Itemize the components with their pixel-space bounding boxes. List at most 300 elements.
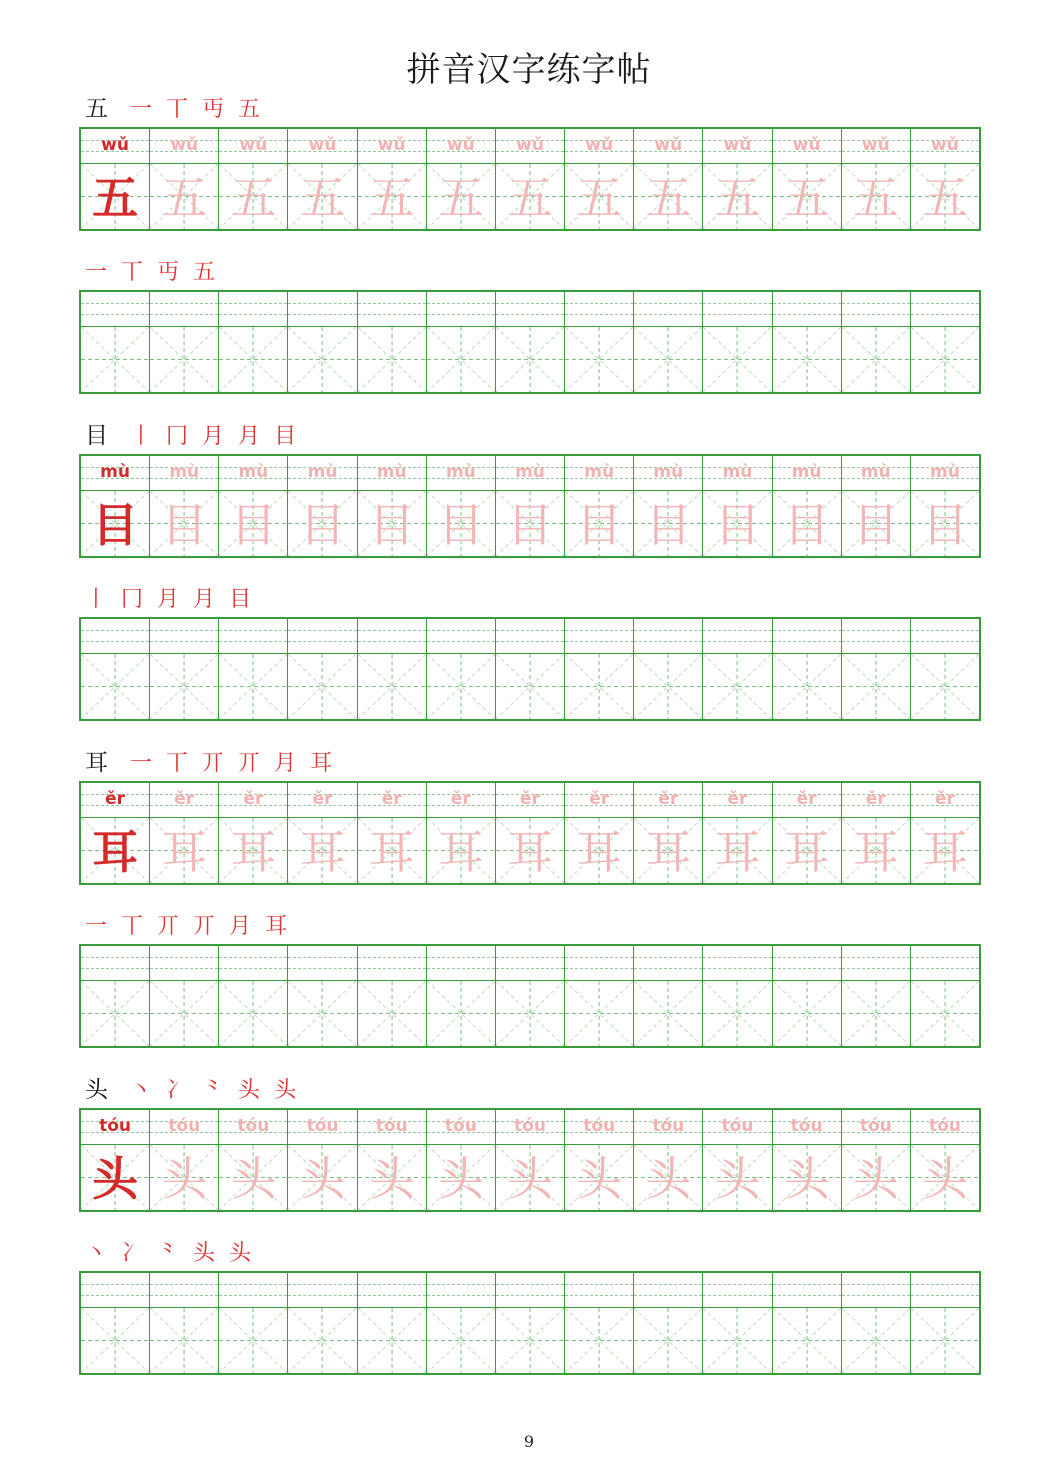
pinyin-trace: tóu — [444, 1116, 477, 1136]
character-box — [565, 1145, 633, 1210]
tracing-cell[interactable] — [565, 129, 634, 229]
trace-character: 五 — [299, 171, 346, 225]
practice-grid — [79, 617, 981, 721]
pinyin-trace: tóu — [514, 1116, 546, 1136]
tian-grid-guides — [219, 327, 287, 392]
stroke-step-glyph: 目 — [229, 587, 252, 612]
tracing-cell[interactable] — [358, 129, 427, 229]
stroke-step — [157, 909, 179, 940]
practice-cell[interactable] — [842, 292, 911, 392]
character-box — [288, 164, 356, 229]
pinyin-band — [634, 783, 702, 818]
tracing-cell[interactable] — [427, 129, 496, 229]
practice-cell[interactable] — [427, 292, 496, 392]
tracing-cell[interactable] — [496, 456, 565, 556]
pinyin-band — [634, 292, 702, 327]
practice-grid — [79, 290, 981, 394]
tian-grid-guides — [911, 981, 979, 1046]
tracing-cell[interactable] — [288, 129, 357, 229]
pinyin-band — [703, 946, 771, 981]
practice-cell[interactable] — [219, 946, 288, 1046]
practice-cell[interactable] — [496, 292, 565, 392]
tian-grid-guides — [565, 654, 633, 719]
tian-grid-guides — [773, 327, 841, 392]
pinyin-band — [427, 1273, 495, 1308]
practice-cell[interactable] — [565, 946, 634, 1046]
pinyin-band — [496, 129, 564, 164]
practice-cell[interactable] — [358, 946, 427, 1046]
stroke-step — [238, 746, 260, 777]
tracing-cell[interactable] — [773, 456, 842, 556]
character-box — [634, 1308, 702, 1373]
stroke-step — [229, 1236, 251, 1267]
practice-cell[interactable] — [288, 1273, 357, 1373]
tian-grid-guides — [911, 327, 979, 392]
stroke-step-glyph: 丶 — [130, 1078, 153, 1103]
trace-character: 耳 — [576, 825, 623, 879]
practice-cell[interactable] — [496, 946, 565, 1046]
practice-cell[interactable] — [634, 619, 703, 719]
stroke-step-glyph: 冂 — [166, 424, 189, 449]
practice-cell[interactable] — [773, 1273, 842, 1373]
character-box — [634, 818, 702, 883]
stroke-step — [274, 419, 296, 450]
tracing-cell[interactable] — [427, 1110, 496, 1210]
pinyin-band — [358, 946, 426, 981]
character-heading: 目 — [85, 423, 108, 449]
character-box — [288, 491, 356, 556]
pinyin-trace: mù — [169, 462, 200, 482]
character-box — [358, 981, 426, 1046]
practice-cell[interactable] — [842, 1273, 911, 1373]
character-box — [427, 818, 495, 883]
character-box — [496, 327, 564, 392]
tracing-cell[interactable] — [703, 1110, 772, 1210]
practice-cell[interactable] — [358, 619, 427, 719]
trace-character: 耳 — [783, 825, 830, 879]
pinyin-band — [288, 783, 356, 818]
pinyin-band — [81, 783, 149, 818]
pinyin-band — [773, 946, 841, 981]
stroke-step-glyph: 丏 — [157, 260, 180, 285]
tracing-cell[interactable] — [358, 456, 427, 556]
tracing-cell[interactable] — [150, 783, 219, 883]
stroke-step-glyph: 月 — [193, 587, 216, 612]
model-character: 目 — [92, 498, 139, 552]
stroke-step-glyph: 冂 — [121, 587, 144, 612]
pinyin-band — [496, 783, 564, 818]
tracing-cell[interactable] — [427, 783, 496, 883]
pinyin-band — [496, 292, 564, 327]
tian-grid-guides — [358, 1308, 426, 1373]
character-box — [358, 1145, 426, 1210]
tracing-cell[interactable] — [842, 129, 911, 229]
tracing-cell[interactable] — [842, 783, 911, 883]
stroke-order-row — [85, 1235, 265, 1267]
pinyin-band — [565, 456, 633, 491]
pinyin-band — [358, 456, 426, 491]
tian-grid-guides — [773, 981, 841, 1046]
tracing-grid — [79, 1108, 981, 1212]
tracing-cell[interactable] — [565, 456, 634, 556]
practice-cell[interactable] — [773, 292, 842, 392]
pinyin-band — [496, 946, 564, 981]
character-box — [565, 491, 633, 556]
tracing-cell[interactable] — [358, 1110, 427, 1210]
character-box — [773, 327, 841, 392]
pinyin-band — [427, 456, 495, 491]
tracing-cell[interactable] — [773, 783, 842, 883]
pinyin-band — [634, 129, 702, 164]
pinyin-trace: wǔ — [170, 135, 199, 155]
pinyin-band — [773, 1273, 841, 1308]
stroke-step — [202, 746, 224, 777]
pinyin-trace: mù — [376, 462, 407, 482]
trace-character: 头 — [368, 1152, 415, 1206]
character-box — [496, 1145, 564, 1210]
practice-cell[interactable] — [288, 946, 357, 1046]
tracing-cell[interactable] — [634, 129, 703, 229]
character-box — [634, 654, 702, 719]
practice-cell[interactable] — [288, 619, 357, 719]
practice-cell[interactable] — [565, 1273, 634, 1373]
stroke-step — [85, 255, 107, 286]
character-box — [81, 654, 149, 719]
stroke-step — [166, 92, 188, 123]
stroke-step-glyph: 五 — [238, 97, 261, 122]
practice-cell[interactable] — [81, 619, 150, 719]
practice-cell[interactable] — [219, 619, 288, 719]
pinyin-trace: mù — [307, 462, 338, 482]
tracing-cell[interactable] — [911, 129, 979, 229]
tracing-cell[interactable] — [911, 1110, 979, 1210]
stroke-step-glyph: 丏 — [202, 97, 225, 122]
tracing-cell[interactable] — [81, 129, 150, 229]
stroke-step — [202, 1073, 224, 1104]
pinyin-trace: wǔ — [239, 135, 268, 155]
pinyin-trace: wǔ — [308, 135, 337, 155]
pinyin-band — [773, 619, 841, 654]
character-box — [634, 981, 702, 1046]
tracing-cell[interactable] — [427, 456, 496, 556]
practice-cell[interactable] — [358, 292, 427, 392]
pinyin-trace: ěr — [450, 789, 471, 809]
pinyin-trace: mù — [930, 462, 960, 482]
tracing-cell[interactable] — [703, 783, 772, 883]
tracing-cell[interactable] — [358, 783, 427, 883]
pinyin-band — [219, 783, 287, 818]
tracing-cell[interactable] — [219, 129, 288, 229]
tracing-cell[interactable] — [773, 129, 842, 229]
character-box — [150, 327, 218, 392]
character-box — [427, 981, 495, 1046]
practice-cell[interactable] — [634, 946, 703, 1046]
pinyin-trace: mù — [445, 462, 476, 482]
tracing-cell[interactable] — [288, 783, 357, 883]
character-box — [81, 818, 149, 883]
character-box — [358, 1308, 426, 1373]
tracing-cell[interactable] — [496, 783, 565, 883]
character-box — [288, 818, 356, 883]
pinyin-trace: mù — [238, 462, 269, 482]
character-box — [81, 1145, 149, 1210]
character-box — [773, 981, 841, 1046]
pinyin-band — [288, 1273, 356, 1308]
pinyin-trace: mù — [653, 462, 684, 482]
stroke-step-glyph: ⺀ — [157, 1241, 180, 1266]
tracing-cell[interactable] — [81, 1110, 150, 1210]
pinyin-trace: tóu — [583, 1116, 616, 1136]
tian-grid-guides — [842, 654, 910, 719]
tracing-cell[interactable] — [219, 783, 288, 883]
character-box — [773, 164, 841, 229]
character-box — [150, 981, 218, 1046]
stroke-order-row — [85, 908, 301, 940]
pinyin-band — [150, 946, 218, 981]
character-box — [219, 327, 287, 392]
stroke-step — [202, 92, 224, 123]
stroke-step-glyph: 丌 — [238, 751, 261, 776]
practice-cell[interactable] — [703, 946, 772, 1046]
pinyin-band — [565, 292, 633, 327]
tracing-cell[interactable] — [81, 783, 150, 883]
stroke-step-glyph: 丅 — [121, 914, 144, 939]
stroke-step-glyph: 丶 — [85, 1241, 108, 1266]
stroke-step-glyph: 丌 — [157, 914, 180, 939]
pinyin-band — [634, 456, 702, 491]
tian-grid-guides — [911, 654, 979, 719]
trace-character: 耳 — [368, 825, 415, 879]
pinyin-band — [911, 1110, 979, 1145]
pinyin-band — [634, 1273, 702, 1308]
practice-cell[interactable] — [81, 1273, 150, 1373]
model-character: 五 — [92, 171, 139, 225]
practice-cell[interactable] — [81, 292, 150, 392]
character-box — [703, 1308, 771, 1373]
stroke-step-glyph: 耳 — [265, 914, 288, 939]
trace-character: 目 — [852, 498, 899, 552]
pinyin-band — [911, 783, 979, 818]
character-box — [565, 327, 633, 392]
pinyin-trace: ěr — [934, 789, 955, 809]
pinyin-trace: ěr — [243, 789, 264, 809]
character-box — [150, 654, 218, 719]
practice-cell[interactable] — [773, 619, 842, 719]
tracing-cell[interactable] — [150, 1110, 219, 1210]
pinyin-band — [81, 456, 149, 491]
pinyin-trace: ěr — [174, 789, 195, 809]
tian-grid-guides — [565, 327, 633, 392]
pinyin-band — [565, 946, 633, 981]
practice-cell[interactable] — [565, 619, 634, 719]
pinyin-model: mù — [100, 462, 130, 482]
tracing-cell[interactable] — [842, 1110, 911, 1210]
practice-cell[interactable] — [911, 619, 979, 719]
pinyin-band — [288, 946, 356, 981]
tian-grid-guides — [358, 327, 426, 392]
stroke-step — [229, 909, 251, 940]
tracing-cell[interactable] — [634, 456, 703, 556]
tian-grid-guides — [565, 1308, 633, 1373]
character-box — [150, 491, 218, 556]
trace-character: 头 — [230, 1152, 277, 1206]
tian-grid-guides — [150, 1308, 218, 1373]
practice-cell[interactable] — [81, 946, 150, 1046]
practice-cell[interactable] — [565, 292, 634, 392]
practice-cell[interactable] — [219, 1273, 288, 1373]
stroke-step-glyph: 月 — [274, 751, 297, 776]
tian-grid-guides — [496, 327, 564, 392]
practice-cell[interactable] — [496, 1273, 565, 1373]
tracing-cell[interactable] — [81, 456, 150, 556]
tracing-cell[interactable] — [219, 456, 288, 556]
practice-cell[interactable] — [427, 946, 496, 1046]
character-box — [911, 1145, 979, 1210]
pinyin-trace: tóu — [859, 1116, 892, 1136]
stroke-step-glyph: 丅 — [166, 751, 189, 776]
practice-cell[interactable] — [358, 1273, 427, 1373]
practice-cell[interactable] — [911, 1273, 979, 1373]
stroke-step — [274, 746, 296, 777]
stroke-step-glyph: 冫 — [121, 1241, 144, 1266]
tracing-cell[interactable] — [565, 783, 634, 883]
practice-cell[interactable] — [703, 619, 772, 719]
practice-cell[interactable] — [150, 292, 219, 392]
character-box — [358, 327, 426, 392]
tracing-cell[interactable] — [150, 129, 219, 229]
tracing-cell[interactable] — [219, 1110, 288, 1210]
character-box — [842, 981, 910, 1046]
tracing-cell[interactable] — [496, 129, 565, 229]
tian-grid-guides — [703, 654, 771, 719]
tracing-cell[interactable] — [703, 129, 772, 229]
trace-character: 五 — [368, 171, 415, 225]
practice-cell[interactable] — [150, 619, 219, 719]
practice-cell[interactable] — [703, 292, 772, 392]
tracing-cell[interactable] — [773, 1110, 842, 1210]
pinyin-trace: wǔ — [446, 135, 475, 155]
tracing-cell[interactable] — [842, 456, 911, 556]
tian-grid-guides — [150, 327, 218, 392]
character-box — [703, 1145, 771, 1210]
pinyin-band — [565, 1110, 633, 1145]
pinyin-trace: mù — [584, 462, 615, 482]
pinyin-band — [81, 292, 149, 327]
practice-cell[interactable] — [634, 292, 703, 392]
pinyin-trace: ěr — [520, 789, 540, 809]
model-character: 头 — [92, 1152, 139, 1206]
pinyin-band — [911, 456, 979, 491]
character-box — [219, 654, 287, 719]
practice-cell[interactable] — [150, 946, 219, 1046]
trace-character: 头 — [161, 1152, 208, 1206]
practice-cell[interactable] — [842, 946, 911, 1046]
pinyin-trace: ěr — [727, 789, 748, 809]
tracing-cell[interactable] — [565, 1110, 634, 1210]
stroke-step — [193, 1236, 215, 1267]
pinyin-model: wǔ — [101, 135, 129, 155]
tian-grid-guides — [427, 981, 495, 1046]
tracing-cell[interactable] — [703, 456, 772, 556]
stroke-step-glyph: ⺀ — [202, 1078, 225, 1103]
practice-cell[interactable] — [150, 1273, 219, 1373]
character-box — [565, 1308, 633, 1373]
stroke-step — [157, 1236, 179, 1267]
character-box — [496, 981, 564, 1046]
pinyin-band — [703, 292, 771, 327]
trace-character: 头 — [921, 1152, 968, 1206]
tracing-cell[interactable] — [911, 456, 979, 556]
trace-character: 头 — [576, 1152, 623, 1206]
trace-character: 耳 — [299, 825, 346, 879]
practice-cell[interactable] — [288, 292, 357, 392]
tracing-cell[interactable] — [288, 456, 357, 556]
stroke-step — [85, 909, 107, 940]
pinyin-band — [219, 292, 287, 327]
stroke-step — [130, 419, 152, 450]
trace-character: 五 — [921, 171, 968, 225]
tian-grid-guides — [358, 981, 426, 1046]
trace-character: 目 — [437, 498, 484, 552]
practice-cell[interactable] — [911, 292, 979, 392]
practice-cell[interactable] — [427, 1273, 496, 1373]
tracing-cell[interactable] — [911, 783, 979, 883]
trace-character: 目 — [714, 498, 761, 552]
character-box — [911, 654, 979, 719]
stroke-step-glyph: 一 — [130, 751, 153, 776]
pinyin-band — [81, 1273, 149, 1308]
practice-cell[interactable] — [634, 1273, 703, 1373]
stroke-order-row — [85, 1072, 310, 1104]
tian-grid-guides — [703, 981, 771, 1046]
stroke-step-glyph: 一 — [85, 914, 108, 939]
tracing-cell[interactable] — [634, 1110, 703, 1210]
pinyin-band — [703, 456, 771, 491]
tracing-cell[interactable] — [150, 456, 219, 556]
tian-grid-guides — [773, 1308, 841, 1373]
tian-grid-guides — [842, 327, 910, 392]
stroke-step-glyph: 丨 — [130, 424, 153, 449]
practice-cell[interactable] — [703, 1273, 772, 1373]
stroke-step — [130, 1073, 152, 1104]
tian-grid-guides — [634, 654, 702, 719]
trace-character: 目 — [576, 498, 623, 552]
tian-grid-guides — [703, 1308, 771, 1373]
pinyin-band — [842, 129, 910, 164]
practice-cell[interactable] — [773, 946, 842, 1046]
tracing-cell[interactable] — [634, 783, 703, 883]
pinyin-band — [773, 129, 841, 164]
stroke-step — [193, 255, 215, 286]
pinyin-trace: mù — [515, 462, 545, 482]
character-box — [358, 654, 426, 719]
practice-cell[interactable] — [842, 619, 911, 719]
tracing-cell[interactable] — [496, 1110, 565, 1210]
stroke-step-glyph: 月 — [157, 587, 180, 612]
practice-cell[interactable] — [219, 292, 288, 392]
character-box — [911, 327, 979, 392]
pinyin-band — [219, 946, 287, 981]
tracing-cell[interactable] — [288, 1110, 357, 1210]
practice-cell[interactable] — [427, 619, 496, 719]
practice-cell[interactable] — [496, 619, 565, 719]
stroke-step-glyph: 一 — [85, 260, 108, 285]
practice-cell[interactable] — [911, 946, 979, 1046]
character-box — [150, 1308, 218, 1373]
stroke-step — [121, 582, 143, 613]
trace-character: 头 — [645, 1152, 692, 1206]
pinyin-band — [81, 1110, 149, 1145]
